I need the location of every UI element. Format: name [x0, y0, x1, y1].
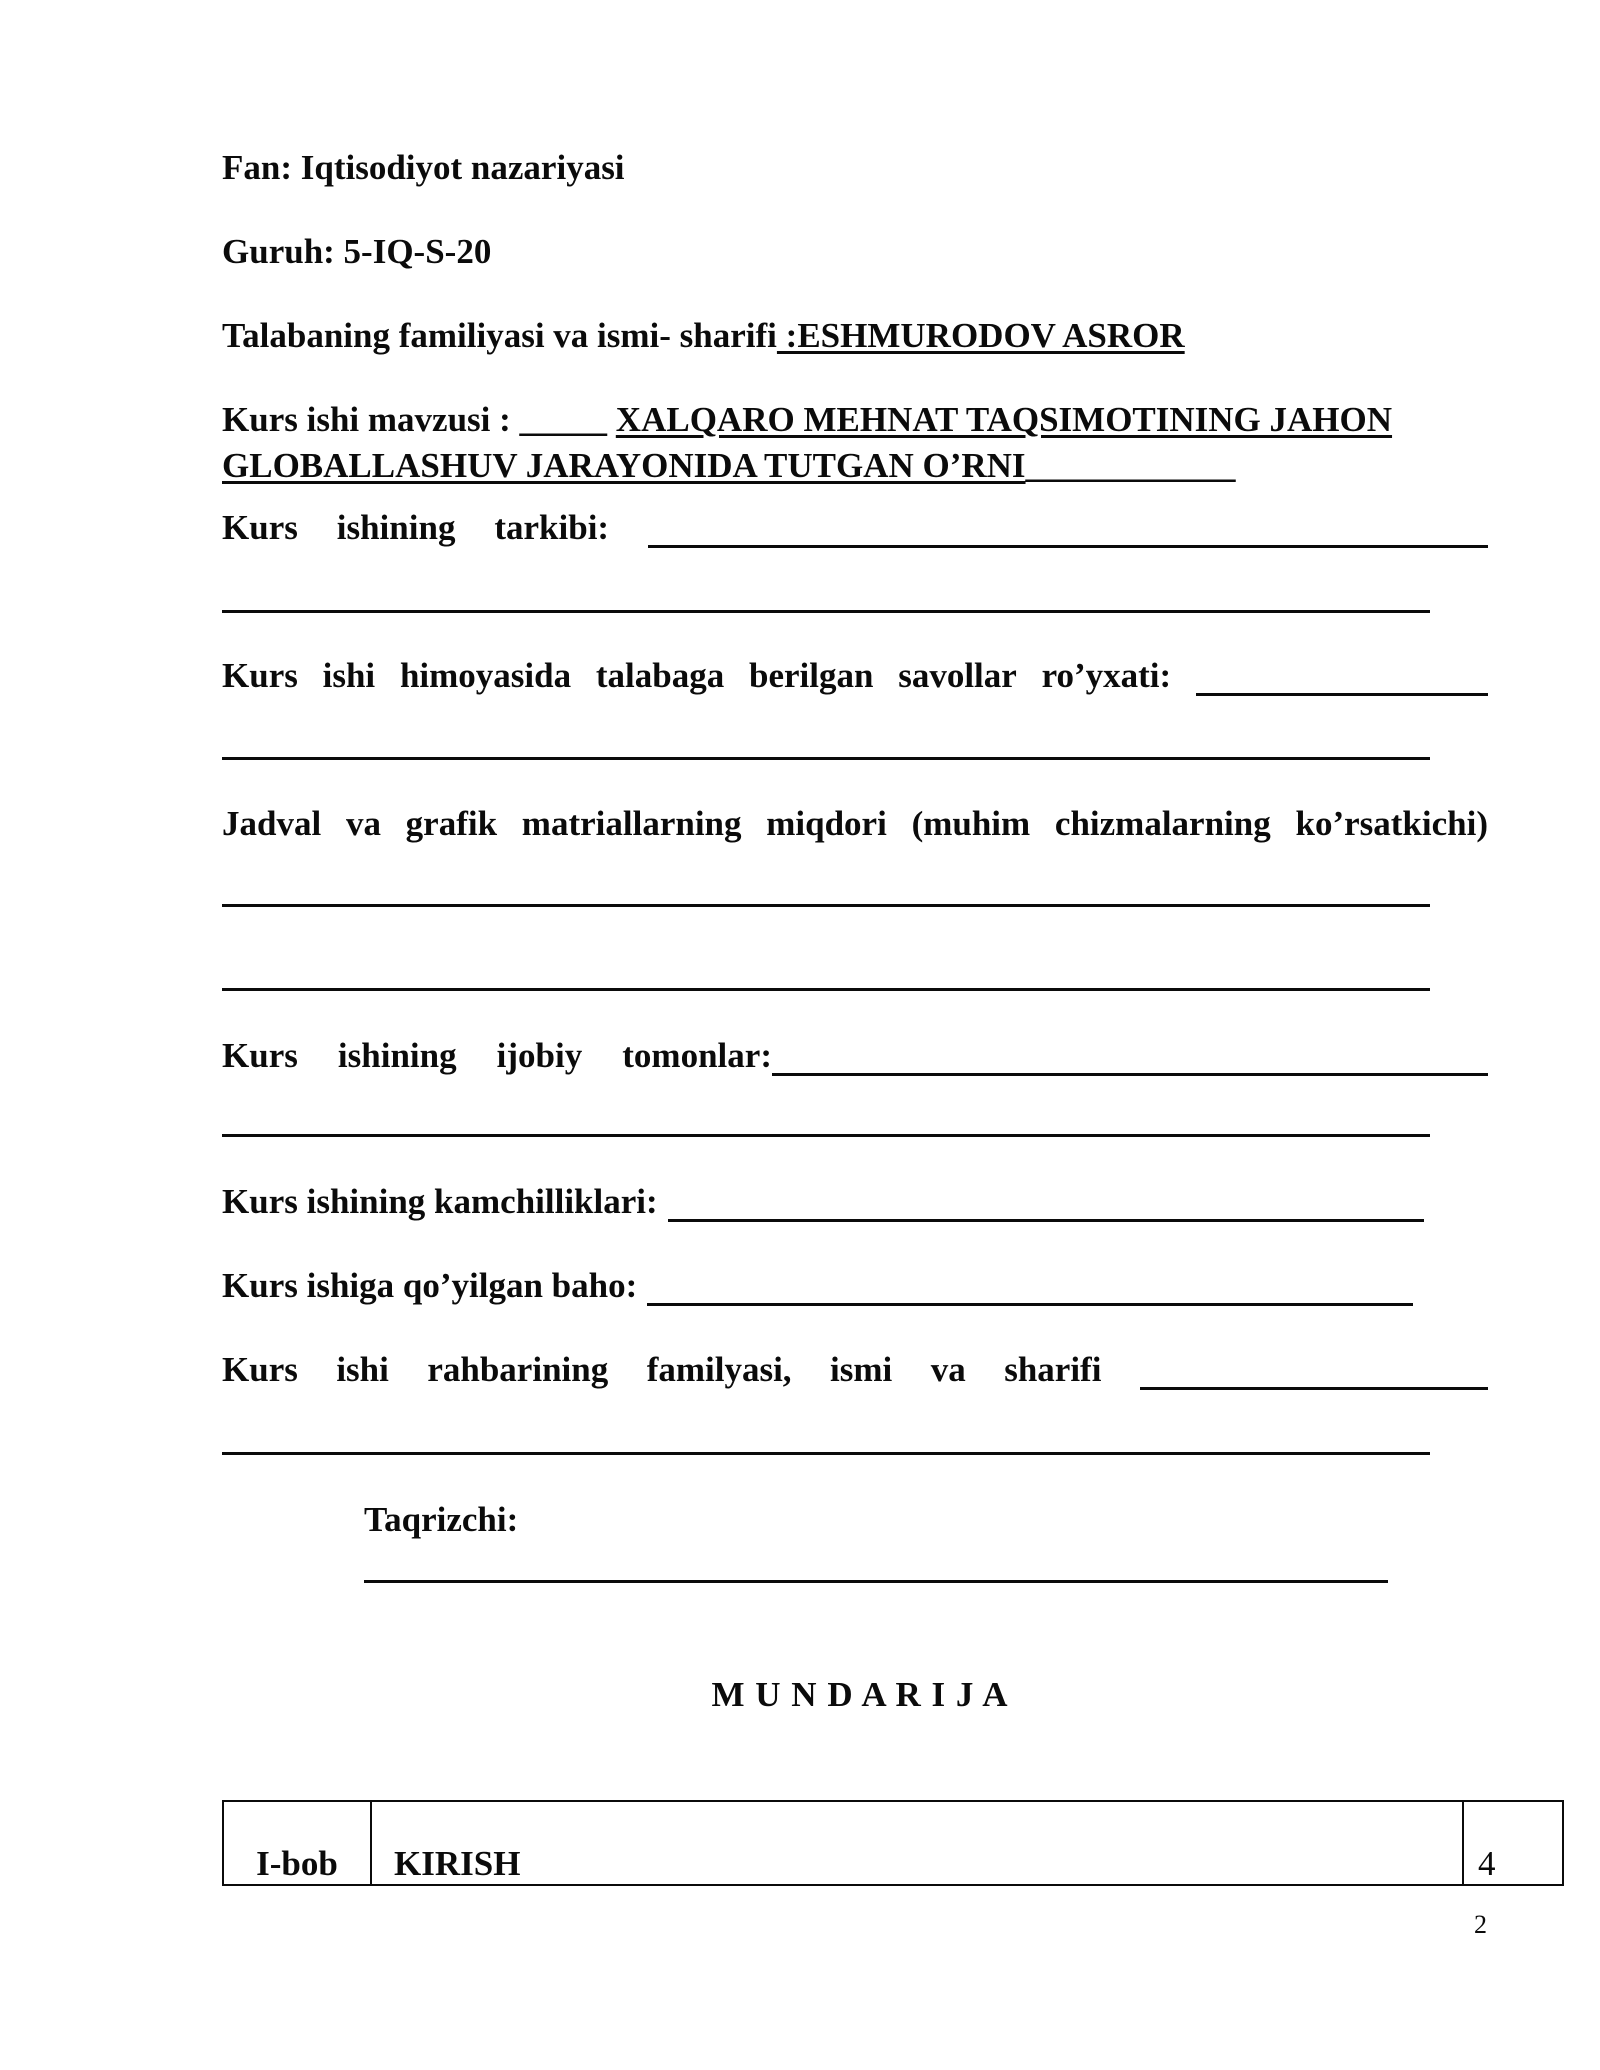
- topic-tail: ____________: [1025, 446, 1236, 485]
- contents-table: [222, 1800, 1564, 1886]
- supervisor-word-6: va: [930, 1350, 966, 1389]
- tables-row: [222, 804, 1488, 844]
- strengths-blank-line-2[interactable]: [222, 1134, 1430, 1137]
- tables-word-6: (muhim: [911, 804, 1031, 843]
- tables-word-7: chizmalarning: [1054, 804, 1271, 843]
- tables-word-8: ko’rsatkichi): [1295, 804, 1488, 843]
- tables-word-1: Jadval: [222, 804, 322, 843]
- supervisor-word-5: ismi: [830, 1350, 893, 1389]
- strengths-row: [222, 1036, 1488, 1076]
- supervisor-word-7: sharifi: [1004, 1350, 1102, 1389]
- tables-word-4: matriallarning: [521, 804, 742, 843]
- topic-title-part-2: GLOBALLASHUV JARAYONIDA TUTGAN O’RNI: [222, 446, 1026, 485]
- toc-chapter: I-bob: [224, 1802, 372, 1884]
- toc-page: 4: [1478, 1844, 1496, 1883]
- tables-blank-line-1[interactable]: [222, 904, 1430, 907]
- tables-blank-line-2[interactable]: [222, 988, 1430, 991]
- topic-label: Kurs ishi mavzusi : _____: [222, 400, 616, 439]
- grade-label: Kurs ishiga qo’yilgan baho:: [222, 1266, 638, 1305]
- supervisor-word-1: Kurs: [222, 1350, 298, 1389]
- reviewer-label: Taqrizchi:: [364, 1500, 519, 1539]
- topic-title-part-1: XALQARO MEHNAT TAQSIMOTINING JAHON: [615, 400, 1393, 439]
- student-label: Talabaning familiyasi va ismi- sharifi: [222, 316, 777, 355]
- strengths-word-1: Kurs: [222, 1036, 298, 1075]
- questions-word-6: savollar: [898, 656, 1017, 695]
- tables-word-5: miqdori: [766, 804, 887, 843]
- student-name: :ESHMURODOV ASROR: [776, 316, 1185, 355]
- questions-word-3: himoyasida: [399, 656, 572, 695]
- subject-line: Fan: Iqtisodiyot nazariyasi: [222, 148, 625, 187]
- tables-word-2: va: [345, 804, 381, 843]
- questions-row: [222, 656, 1488, 696]
- strengths-word-2: ishining: [337, 1036, 457, 1075]
- group-line: Guruh: 5-IQ-S-20: [222, 232, 492, 271]
- questions-word-5: berilgan: [748, 656, 874, 695]
- student-line: [222, 316, 1185, 356]
- weaknesses-blank[interactable]: [668, 1189, 1424, 1222]
- supervisor-word-2: ishi: [336, 1350, 389, 1389]
- questions-word-2: ishi: [322, 656, 376, 695]
- topic-line-2: [222, 446, 1236, 486]
- supervisor-word-4: familyasi,: [646, 1350, 792, 1389]
- contents-title: M U N D A R I J A: [711, 1675, 1009, 1714]
- composition-word-2: ishining: [336, 508, 456, 547]
- strengths-word-4: tomonlar:: [622, 1036, 772, 1075]
- supervisor-word-3: rahbarining: [427, 1350, 609, 1389]
- supervisor-row: [222, 1350, 1488, 1390]
- tables-word-3: grafik: [405, 804, 498, 843]
- questions-blank[interactable]: [1196, 663, 1488, 696]
- composition-word-3: tarkibi:: [494, 508, 610, 547]
- weaknesses-row: [222, 1182, 1424, 1222]
- reviewer-blank[interactable]: [364, 1580, 1388, 1583]
- page-number: 2: [1474, 1910, 1487, 1939]
- questions-word-1: Kurs: [222, 656, 298, 695]
- strengths-word-3: ijobiy: [496, 1036, 583, 1075]
- questions-word-4: talabaga: [595, 656, 725, 695]
- composition-word-1: Kurs: [222, 508, 298, 547]
- strengths-label-end: [622, 1036, 1488, 1076]
- supervisor-blank[interactable]: [1140, 1357, 1488, 1390]
- grade-row: [222, 1266, 1413, 1306]
- grade-blank[interactable]: [647, 1273, 1413, 1306]
- questions-word-7: ro’yxati:: [1041, 656, 1172, 695]
- questions-blank-line-2[interactable]: [222, 757, 1430, 760]
- supervisor-blank-line-2[interactable]: [222, 1452, 1430, 1455]
- topic-line-1: [222, 400, 1392, 440]
- strengths-blank[interactable]: [772, 1043, 1488, 1076]
- composition-blank-line-2[interactable]: [222, 610, 1430, 613]
- composition-row: [222, 508, 1488, 548]
- composition-blank[interactable]: [648, 515, 1488, 548]
- toc-title[interactable]: KIRISH: [372, 1802, 1464, 1884]
- weaknesses-label: Kurs ishining kamchilliklari:: [222, 1182, 658, 1221]
